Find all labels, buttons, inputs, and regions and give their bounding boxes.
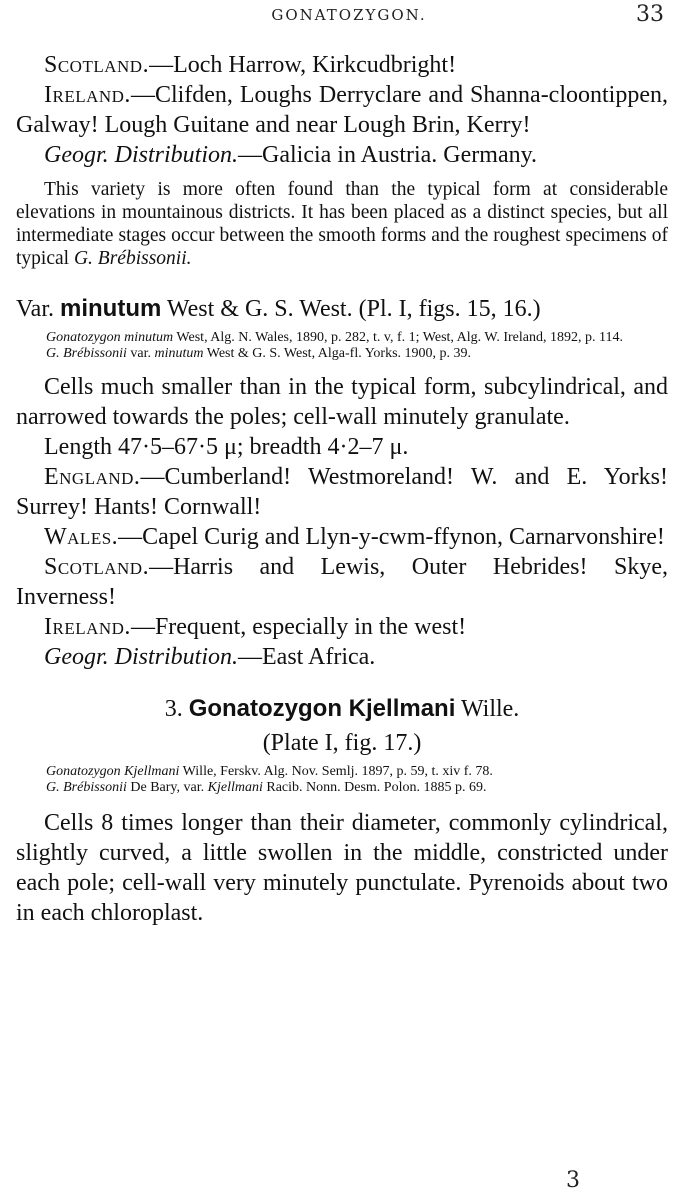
synonym-reference: West, Alg. N. Wales, 1890, p. 282, t. v, f. 1; West, Alg. W. Ireland, 1892, p. 114.: [176, 330, 623, 345]
species-number: 3.: [164, 696, 183, 722]
species-authority: Wille.: [460, 696, 520, 722]
page-header: [0, 4, 698, 30]
region-label: Geogr. Distribution.: [44, 142, 239, 168]
page-number: 33: [636, 2, 664, 27]
locality-scotland: [16, 552, 668, 612]
measurements: Length 47·5–67·5 μ; breadth 4·2–7 μ.: [44, 434, 409, 460]
signature-mark: 3: [566, 1168, 580, 1193]
plate-reference: (Plate I, fig. 17.): [262, 730, 422, 756]
variety-name: minutum: [60, 295, 162, 322]
geographic-distribution: [16, 140, 668, 170]
locality-ireland: [16, 80, 668, 140]
synonym-name: Gonatozygon Kjellmani: [46, 764, 180, 779]
locality-england: [16, 462, 668, 522]
locality-text: —Galicia in Austria. Germany.: [238, 142, 538, 168]
synonym-name: Gonatozygon minutum: [46, 330, 174, 345]
synonym-reference: West & G. S. West, Alga-fl. Yorks. 1900, p. 39.: [206, 346, 472, 361]
locality-wales: [16, 522, 668, 552]
synonym-mid: De Bary, var.: [130, 780, 205, 795]
running-head: GONATOZYGON.: [271, 6, 427, 24]
variety-authority: West & G. S. West.: [166, 296, 353, 322]
locality-text: —Cumberland! Westmoreland! W. and E. Yorks! Surrey! Hants! Cornwall!: [16, 464, 668, 520]
synonym-entry: [16, 780, 668, 796]
page-body: [16, 50, 668, 928]
synonym-entry: [16, 764, 668, 780]
species-name: Gonatozygon Kjellmani: [188, 695, 456, 722]
synonym-epithet: minutum: [154, 346, 204, 361]
variety-description: Cells much smaller than in the typical form, subcylindrical, and narrowed towards the poles; cell-wall minutely granulate.: [16, 374, 668, 430]
locality-text: —Loch Harrow, Kirkcudbright!: [149, 52, 457, 78]
species-heading: [16, 694, 668, 724]
synonym-name: G. Brébissonii: [46, 780, 127, 795]
region-label: Ireland.: [44, 614, 131, 640]
locality-ireland: [16, 612, 668, 642]
synonym-reference: Racib. Nonn. Desm. Polon. 1885 p. 69.: [266, 780, 487, 795]
locality-text: —East Africa.: [238, 644, 376, 670]
locality-text: —Capel Curig and Llyn-y-cwm-ffynon, Carnarvonshire!: [118, 524, 665, 550]
synonym-var-label: var.: [130, 346, 151, 361]
geographic-distribution: [16, 642, 668, 672]
synonym-entry: [16, 330, 668, 346]
synonym-epithet: Kjellmani: [207, 780, 263, 795]
locality-text: —Clifden, Loughs Derryclare and Shanna-cloontippen, Galway! Lough Guitane and near Lough Brin, Kerry!: [16, 82, 668, 138]
region-label: Wales.: [44, 524, 119, 550]
region-label: England.: [44, 464, 141, 490]
note-text: This variety is more often found than the typical form at considerable elevations in mountainous districts. It has been placed as a distinct species, but all intermediate stages occur between the smooth forms and the roughest specimens of typical: [16, 179, 668, 269]
locality-text: —Harris and Lewis, Outer Hebrides! Skye, Inverness!: [16, 554, 668, 610]
locality-text: —Frequent, especially in the west!: [130, 614, 467, 640]
variety-note: [16, 178, 668, 270]
synonym-name: G. Brébissonii: [46, 346, 127, 361]
species-description: Cells 8 times longer than their diameter, commonly cylindrical, slightly curved, a little swollen in the middle, constricted under each pole; cell-wall very minutely punctulate. Pyrenoids about two in each chloroplast.: [16, 810, 668, 926]
species-name: G. Brébissonii.: [73, 248, 192, 269]
region-label: Scotland.: [44, 554, 150, 580]
synonym-reference: Wille, Ferskv. Alg. Nov. Semlj. 1897, p. 59, t. xiv f. 78.: [182, 764, 493, 779]
variety-heading: [16, 294, 668, 324]
region-label: Ireland.: [44, 82, 131, 108]
plate-reference: (Pl. I, figs. 15, 16.): [358, 296, 541, 322]
region-label: Geogr. Distribution.: [44, 644, 239, 670]
locality-scotland: [16, 50, 668, 80]
synonym-entry: [16, 346, 668, 362]
region-label: Scotland.: [44, 52, 150, 78]
var-label: Var.: [16, 296, 54, 322]
